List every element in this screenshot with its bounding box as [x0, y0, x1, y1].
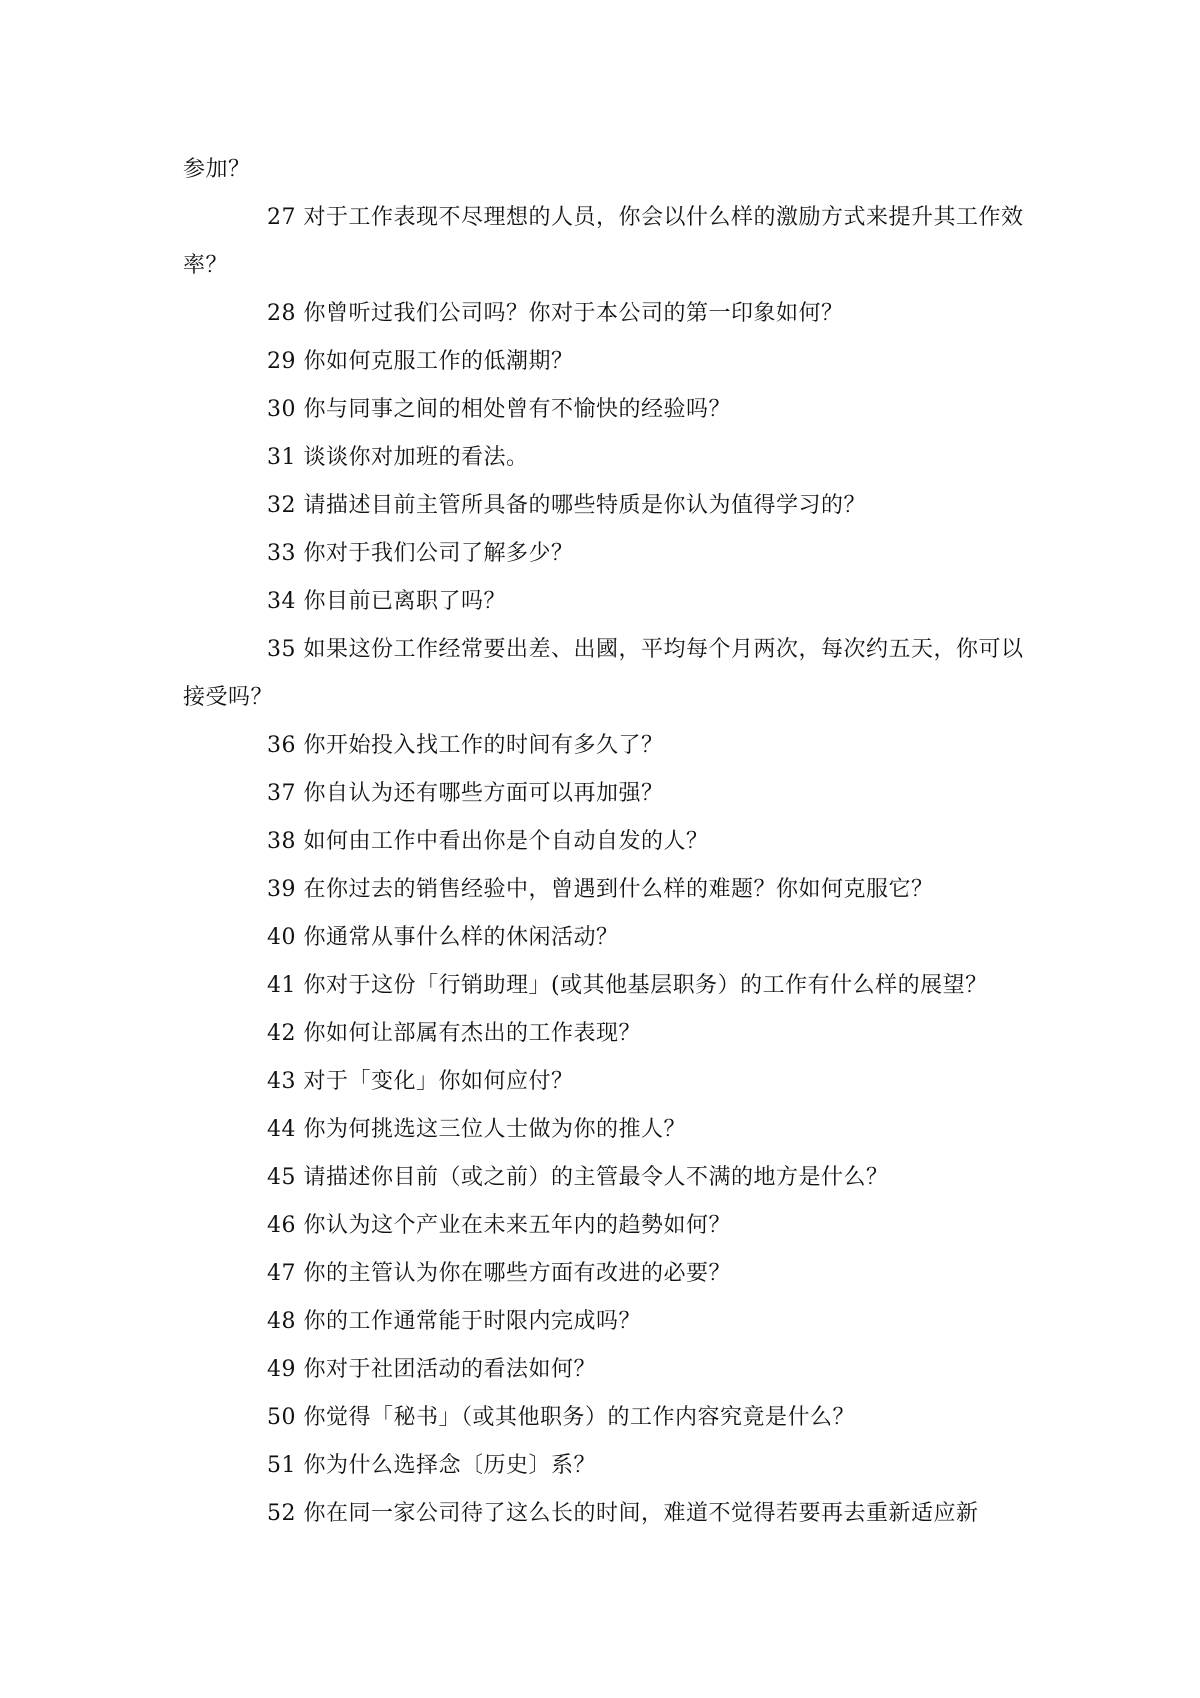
- paragraph: 50 你觉得「秘书」（或其他职务）的工作内容究竟是什么？: [267, 1405, 855, 1430]
- paragraph: 49 你对于社团活动的看法如何？: [267, 1357, 596, 1382]
- paragraph: 36 你开始投入找工作的时间有多久了？: [267, 733, 664, 758]
- paragraph: 42 你如何让部属有杰出的工作表现？: [267, 1021, 641, 1046]
- paragraph: 39 在你过去的销售经验中，曾遇到什么样的难题？你如何克服它？: [267, 877, 934, 902]
- paragraph: 52 你在同一家公司待了这么长的时间，难道不觉得若要再去重新适应新: [267, 1501, 979, 1526]
- paragraph: 45 请描述你目前（或之前）的主管最令人不满的地方是什么？: [267, 1165, 889, 1190]
- document-body: [183, 146, 1028, 1538]
- paragraph: 38 如何由工作中看出你是个自动自发的人？: [267, 829, 709, 854]
- paragraph: 44 你为何挑选这三位人士做为你的推人？: [267, 1117, 686, 1142]
- paragraph: 35 如果这份工作经常要出差、出國，平均每个月两次，每次约五天，你可以接受吗？: [183, 637, 1024, 710]
- paragraph: 48 你的工作通常能于时限内完成吗？: [267, 1309, 641, 1334]
- paragraph: 51 你为什么选择念〔历史〕系？: [267, 1453, 596, 1478]
- paragraph: 47 你的主管认为你在哪些方面有改进的必要？: [267, 1261, 731, 1286]
- paragraph: 43 对于「变化」你如何应付？: [267, 1069, 574, 1094]
- paragraph: 30 你与同事之间的相处曾有不愉快的经验吗？: [267, 397, 731, 422]
- paragraph: 31 谈谈你对加班的看法。: [267, 445, 529, 470]
- paragraph: 34 你目前已离职了吗？: [267, 589, 506, 614]
- paragraph: 37 你自认为还有哪些方面可以再加强？: [267, 781, 664, 806]
- paragraph: 32 请描述目前主管所具备的哪些特质是你认为值得学习的？: [267, 493, 866, 518]
- paragraph: 40 你通常从事什么样的休闲活动？: [267, 925, 619, 950]
- paragraph: 27 对于工作表现不尽理想的人员，你会以什么样的激励方式来提升其工作效率？: [183, 205, 1024, 278]
- paragraph: 33 你对于我们公司了解多少？: [267, 541, 574, 566]
- paragraph: 参加？: [183, 157, 251, 182]
- paragraph: 29 你如何克服工作的低潮期？: [267, 349, 574, 374]
- paragraph: 28 你曾听过我们公司吗？你对于本公司的第一印象如何？: [267, 301, 844, 326]
- paragraph: 46 你认为这个产业在未来五年内的趋勢如何？: [267, 1213, 731, 1238]
- paragraph: 41 你对于这份「行销助理」(或其他基层职务）的工作有什么样的展望？: [267, 973, 988, 998]
